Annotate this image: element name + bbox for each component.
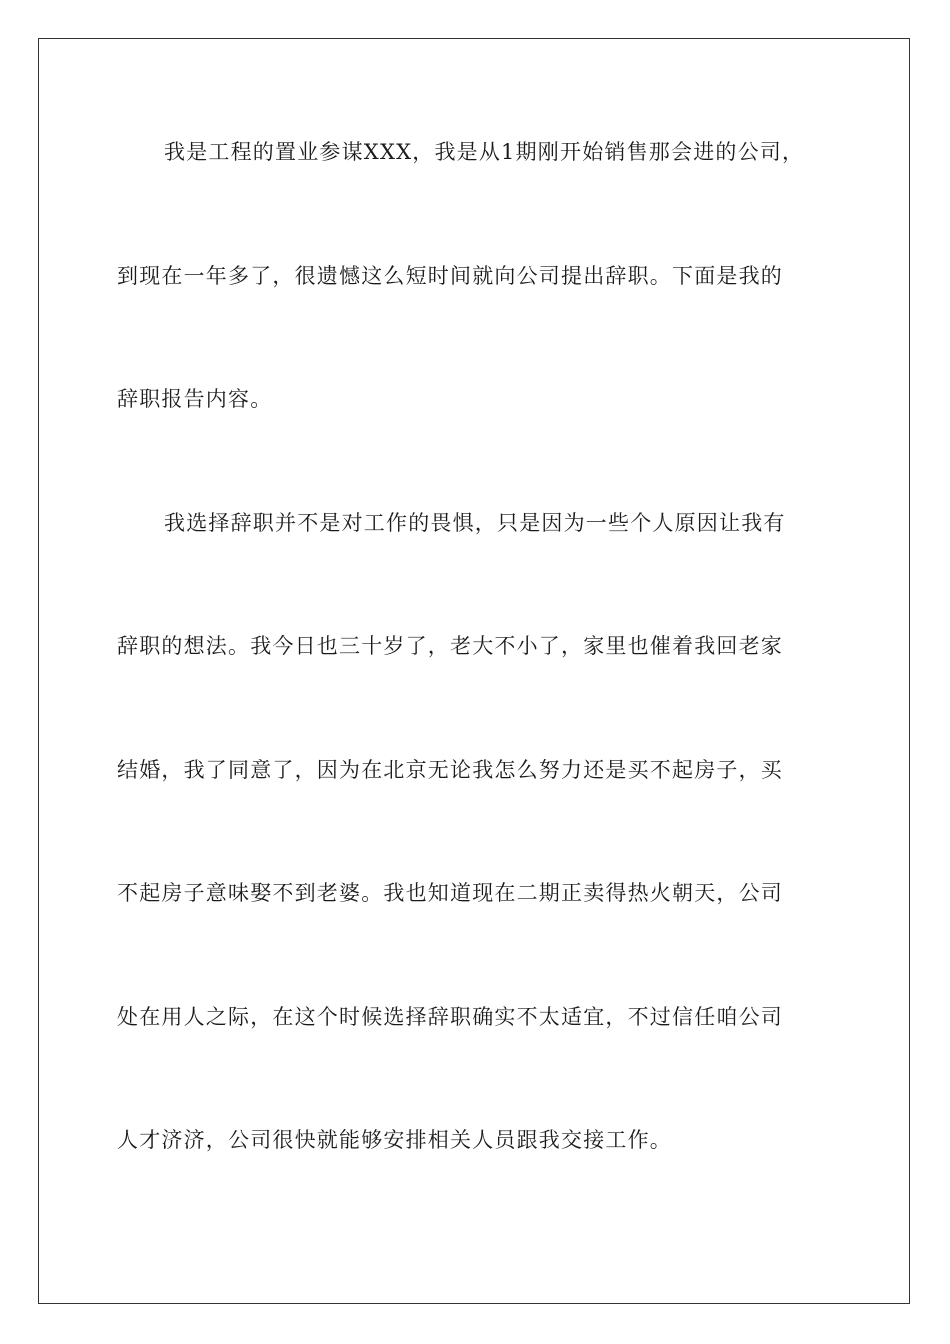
paragraph-1-line-1: 我是工程的置业参谋XXX，我是从1期刚开始销售那会进的公司， xyxy=(164,140,805,164)
paragraph-2-line-5: 处在用人之际，在这个时候选择辞职确实不太适宜，不过信任咱公司 xyxy=(117,1005,783,1029)
paragraph-1-line-2: 到现在一年多了，很遗憾这么短时间就向公司提出辞职。下面是我的 xyxy=(117,264,783,288)
paragraph-2-line-3: 结婚，我了同意了，因为在北京无论我怎么努力还是买不起房子，买 xyxy=(117,758,783,782)
paragraph-2-line-1: 我选择辞职并不是对工作的畏惧，只是因为一些个人原因让我有 xyxy=(164,511,786,535)
paragraph-2-line-4: 不起房子意味娶不到老婆。我也知道现在二期正卖得热火朝天，公司 xyxy=(117,881,783,905)
page-border xyxy=(38,38,910,1304)
paragraph-1-line-3: 辞职报告内容。 xyxy=(117,387,273,411)
paragraph-2-line-2: 辞职的想法。我今日也三十岁了，老大不小了，家里也催着我回老家 xyxy=(117,634,783,658)
paragraph-2-line-6: 人才济济，公司很快就能够安排相关人员跟我交接工作。 xyxy=(117,1128,672,1152)
